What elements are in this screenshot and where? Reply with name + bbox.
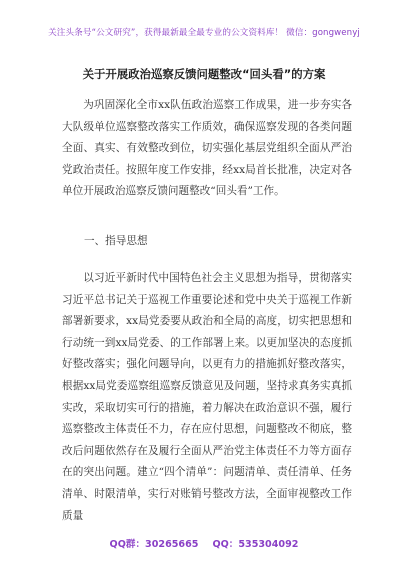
contact-footer <box>0 536 408 550</box>
intro-paragraph: 为巩固深化全市xx队伍政治巡察工作成果，进一步夯实各大队级单位巡察整改落实工作质效，确保巡察发现的各类问题全面、真实、有效整改到位，切实强化基层党组织全面从严治党政治责任。按照年度工作安排，经xx局首长批准，决定对各单位开展政治巡察反馈问题整改“回头看”工作。 <box>62 99 352 198</box>
promo-banner: 关注头条号“公文研究”，获得最新最全最专业的公文资料库！ 微信：gongwenyj <box>48 28 360 38</box>
intro-block <box>62 95 352 203</box>
qq-number: QQ：535304092 <box>212 539 299 550</box>
document-title: 关于开展政治巡察反馈问题整改“回头看”的方案 <box>82 67 326 81</box>
section-body-block <box>62 268 352 527</box>
qq-group-number: QQ群：30265665 <box>109 539 199 550</box>
section-heading: 一、指导思想 <box>84 235 148 247</box>
section-paragraph: 以习近平新时代中国特色社会主义思想为指导，贯彻落实习近平总书记关于巡视工作重要论述和党中央关于巡视工作新部署新要求，xx局党委要从政治和全局的高度，切实把思想和行动统一到xx局党委、的工作部署上来。以更加坚决的态度抓好整改落实；强化问题导向，以更有力的措施抓好整改落实，根据xx局党委巡察组巡察反馈意见及问题，坚持求真务实真抓实改，采取切实可行的措施，着力解决在政治意识不强，履行巡察整改主体责任不力，存在应付思想，问题整改不彻底，整改后问题依然存在及履行全面从严治党主体责任不力等方面存在的突出问题。建立“四个清单”：问题清单、责任清单、任务清单、时限清单，实行对账销号整改方法，全面审视整改工作质量 <box>62 272 352 522</box>
